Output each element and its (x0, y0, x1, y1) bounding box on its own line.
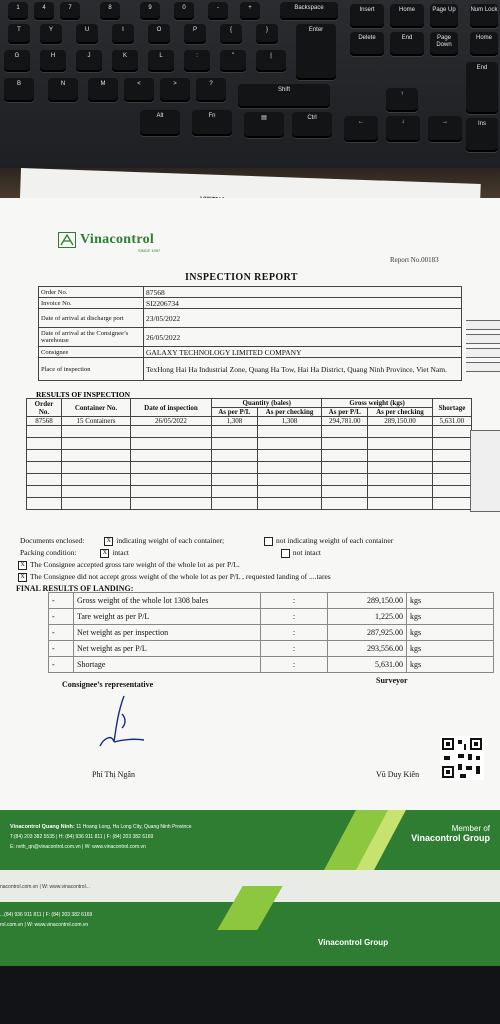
checkbox-checked-icon: X (18, 561, 27, 570)
info-row (39, 287, 462, 298)
inspection-report-document (0, 198, 500, 870)
results-table (26, 398, 472, 510)
info-value: TexHong Hai Ha Industrial Zone, Quang Ha Tow, Hai Ha District, Quang Ninh Province, Viet Nam. (144, 358, 462, 381)
key: } (256, 24, 278, 44)
info-label: Date of arrival at discharge port (39, 309, 144, 328)
numlock-key (470, 4, 498, 28)
key: 7 (60, 2, 80, 20)
key: " (220, 50, 246, 72)
info-label: Invoice No. (39, 298, 144, 309)
final-value: 287,925.00 (328, 625, 407, 641)
info-row (39, 298, 462, 309)
final-label: Gross weight of the whole lot 1308 bales (74, 593, 261, 609)
info-value: GALAXY TECHNOLOGY LIMITED COMPANY (144, 347, 462, 358)
key: > (160, 78, 190, 102)
key: 1 (8, 2, 28, 20)
key-label: Alt (156, 113, 164, 119)
info-row (39, 358, 462, 381)
accepted-line (18, 560, 240, 570)
col-shortage: Shortage (432, 399, 471, 417)
table-row (27, 486, 472, 498)
back-footer-line: ...(84) 936 911 811 | F: (84) 203 382 6169 (0, 912, 93, 918)
table-row (27, 474, 472, 486)
left-arrow-key: ← (344, 116, 378, 142)
info-value: 87568 (144, 287, 462, 298)
key-label: Ctrl (307, 115, 317, 121)
pageup-key (430, 4, 458, 28)
final-label: Net weight as per inspection (74, 625, 261, 641)
key-label: End (401, 35, 413, 41)
company-since: SINCE 1957 (138, 248, 161, 253)
member-group: Vinacontrol Group (411, 833, 490, 843)
checkbox-checked-icon: X (104, 537, 113, 546)
back-footer-group: Vinacontrol Group (318, 938, 389, 947)
up-arrow-key: ↑ (386, 88, 418, 112)
final-value: 1,225.00 (328, 609, 407, 625)
down-arrow-key: ↓ (386, 116, 420, 142)
key-label: Num Lock (470, 7, 498, 13)
final-unit: kgs (407, 609, 494, 625)
final-unit: kgs (407, 625, 494, 641)
key: B (4, 78, 34, 102)
key: P (184, 24, 206, 44)
final-value: 289,150.00 (328, 593, 407, 609)
back-footer-line: nacontrol.com.vn | W: www.vinacontrol... (0, 884, 90, 890)
info-table (38, 286, 462, 381)
shift-key (238, 84, 330, 108)
key: 4 (34, 2, 54, 20)
cell-gw-check: 289,150.00 (368, 417, 433, 426)
member-of-label: Member of (451, 824, 490, 833)
final-row: - Tare weight as per P/L : 1,225.00 kgs (49, 609, 494, 625)
key: N (48, 78, 78, 102)
company-logo-text: Vinacontrol (80, 232, 155, 247)
info-value: 26/05/2022 (144, 328, 462, 347)
key-label: Backspace (294, 5, 324, 11)
final-unit: kgs (407, 657, 494, 673)
cell-gw-pl: 294,781.00 (322, 417, 368, 426)
packing-label: Packing condition: (20, 548, 77, 557)
key: 0 (174, 2, 194, 20)
key: < (124, 78, 154, 102)
key: + (240, 2, 260, 20)
qr-code-icon (440, 736, 484, 780)
report-title: INSPECTION REPORT (185, 272, 298, 283)
key: J (76, 50, 102, 72)
final-value: 293,556.00 (328, 641, 407, 657)
info-value: SI2206734 (144, 298, 462, 309)
side-tab (470, 430, 500, 512)
col-gross-weight: Gross weight (kgs) (322, 399, 432, 408)
end-numpad-key (466, 62, 498, 114)
key: 9 (140, 2, 160, 20)
consignee-rep-label: Consignee’s representative (62, 680, 154, 689)
key-label: End (476, 65, 488, 71)
not-accepted-line (18, 572, 331, 582)
col-container-no: Container No. (62, 399, 131, 417)
key-label: Home (475, 35, 492, 41)
final-value: 5,631.00 (328, 657, 407, 673)
checkbox-checked-icon: X (100, 549, 109, 558)
key: I (112, 24, 134, 44)
info-label: Date of arrival at the Consignee’s warehouse (39, 328, 144, 347)
checkbox-empty-icon (281, 549, 290, 558)
pagedown-key (430, 32, 458, 56)
final-row: - Net weight as per P/L : 293,556.00 kgs (49, 641, 494, 657)
side-tab (466, 348, 500, 358)
col-order-no: Order No. (27, 399, 62, 417)
doc-opt2-text: not indicating weight of each container (275, 536, 394, 545)
key-label: Fn (208, 113, 216, 119)
key: O (148, 24, 170, 44)
info-row (39, 309, 462, 328)
checkbox-checked-icon: X (18, 573, 27, 582)
side-tab (466, 320, 500, 330)
documents-enclosed-line (20, 536, 393, 546)
table-row (27, 417, 472, 426)
enter-key (296, 24, 336, 80)
table-row (27, 450, 472, 462)
cell-container: 15 Containers (62, 417, 131, 426)
key-label: Delete (358, 35, 376, 41)
pack-opt1-text: intact (112, 548, 129, 557)
right-arrow-key: → (428, 116, 462, 142)
dark-table (0, 966, 500, 1024)
consignee-signature (96, 694, 166, 754)
col-gw-check: As per checking (368, 408, 433, 417)
pack-opt2-text: not intact (292, 548, 321, 557)
key: H (40, 50, 66, 72)
table-row (27, 498, 472, 510)
info-label: Place of inspection (39, 358, 144, 381)
final-results-table (48, 592, 494, 673)
insert-key (350, 4, 384, 28)
vinacontrol-logo-icon (58, 232, 76, 248)
col-qty-pl: As per P/L (212, 408, 258, 417)
key: K (112, 50, 138, 72)
cell-qty-check: 1,308 (257, 417, 322, 426)
surveyor-label: Surveyor (376, 676, 408, 685)
col-gw-pl: As per P/L (322, 408, 368, 417)
footer-address: 11 Hoang Long, Ha Long City, Quang Ninh Province (76, 824, 192, 830)
final-row: - Gross weight of the whole lot 1308 bales : 289,150.00 kgs (49, 593, 494, 609)
footer-office: Vinacontrol Quang Ninh: (10, 824, 75, 830)
cell-date: 26/05/2022 (131, 417, 212, 426)
fn-key (192, 110, 232, 136)
key: U (76, 24, 98, 44)
ctrl-key (292, 112, 332, 138)
final-row: - Net weight as per inspection : 287,925.00 kgs (49, 625, 494, 641)
footer-phone: T:(84) 203 382 5535 | H: (84) 936 911 811 | F: (84) 203 382 6169 (10, 834, 154, 840)
side-tab (466, 334, 500, 344)
info-row (39, 347, 462, 358)
final-label: Tare weight as per P/L (74, 609, 261, 625)
end-key (390, 32, 424, 56)
key: G (4, 50, 30, 72)
col-qty-check: As per checking (257, 408, 322, 417)
final-label: Shortage (74, 657, 261, 673)
final-results-title: FINAL RESULTS OF LANDING: (16, 584, 134, 593)
footer-address-line (10, 824, 192, 830)
final-unit: kgs (407, 593, 494, 609)
surveyor-name: Vũ Duy Kiên (376, 770, 420, 779)
key-label: Page Down (436, 35, 452, 49)
footer-email: E: nvth_qn@vinacontrol.com.vn | W: www.vinacontrol.com.vn (10, 844, 146, 850)
info-label: Consignee (39, 347, 144, 358)
back-footer-line: rol.com.vn | W: www.vinacontrol.com.vn (0, 922, 89, 928)
cell-order: 87568 (27, 417, 62, 426)
key: { (220, 24, 242, 44)
accepted-text: The Consignee accepted gross tare weight of the whole lot as per P/L. (30, 560, 240, 569)
col-quantity: Quantity (bales) (212, 399, 322, 408)
delete-key (350, 32, 384, 56)
report-number: Report No.00183 (390, 256, 439, 264)
alt-key (140, 110, 180, 136)
results-title: RESULTS OF INSPECTION (36, 390, 131, 399)
col-date: Date of inspection (131, 399, 212, 417)
key-label: Page Up (432, 7, 456, 13)
key: - (208, 2, 228, 20)
key: ? (196, 78, 226, 102)
info-value: 23/05/2022 (144, 309, 462, 328)
key-label: Enter (308, 27, 324, 33)
info-row (39, 328, 462, 347)
document-footer (0, 810, 500, 870)
final-label: Net weight as per P/L (74, 641, 261, 657)
final-row: - Shortage : 5,631.00 kgs (49, 657, 494, 673)
key: : (184, 50, 210, 72)
final-unit: kgs (407, 641, 494, 657)
key-label: Shift (277, 87, 290, 93)
table-row (27, 426, 472, 438)
key-label: Ins (477, 121, 486, 127)
key-label: Home (398, 7, 415, 13)
table-row (27, 438, 472, 450)
home-key-numpad (470, 32, 498, 56)
member-of-block (411, 824, 490, 843)
documents-enclosed-label: Documents enclosed: (20, 536, 85, 545)
keyboard (0, 0, 500, 168)
consignee-name: Phí Thị Ngân (92, 770, 135, 779)
menu-key: ▤ (244, 112, 284, 138)
key: 8 (100, 2, 120, 20)
ins-key (466, 118, 498, 152)
cell-shortage: 5,631.00 (432, 417, 471, 426)
side-tab (466, 362, 500, 372)
not-accepted-text: The Consignee did not accept gross weight of the whole lot as per P/L , requested landing of ....tares (30, 572, 331, 581)
key: M (88, 78, 118, 102)
table-row (27, 462, 472, 474)
home-key (390, 4, 424, 28)
packing-line (20, 548, 321, 558)
back-sheet-bottom (0, 866, 500, 966)
cell-qty-pl: 1,308 (212, 417, 258, 426)
key: L (148, 50, 174, 72)
info-label: Order No. (39, 287, 144, 298)
key: | (256, 50, 286, 72)
key: T (8, 24, 30, 44)
checkbox-empty-icon (264, 537, 273, 546)
doc-opt1-text: indicating weight of each container; (116, 536, 225, 545)
backspace-key (280, 2, 338, 20)
key-label: Insert (359, 7, 375, 13)
key: Y (40, 24, 62, 44)
